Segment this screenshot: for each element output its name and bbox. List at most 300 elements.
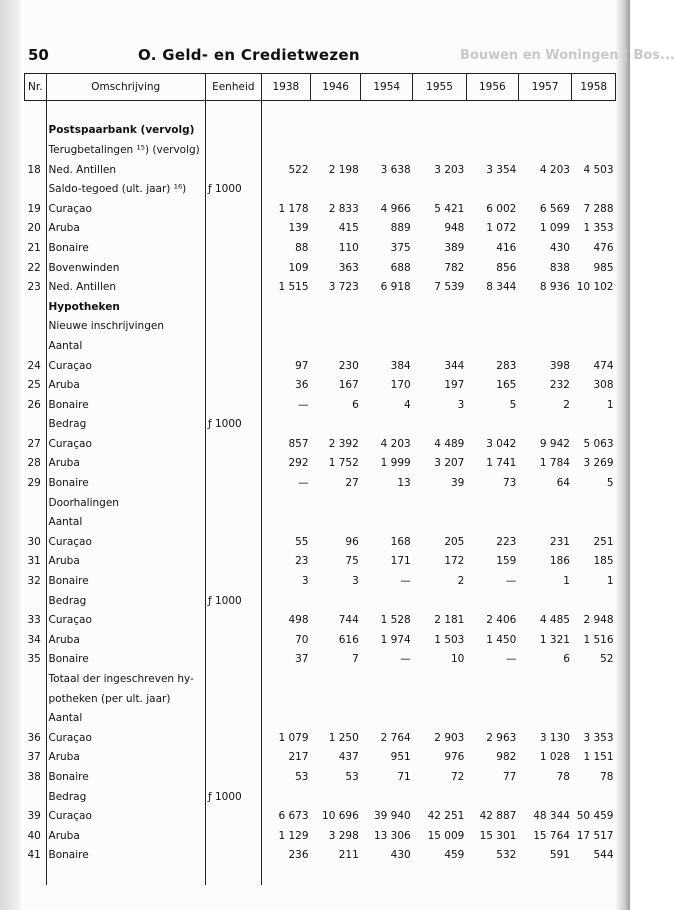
cell-value: 2 bbox=[457, 575, 465, 588]
cell-value: 308 bbox=[593, 379, 614, 392]
cell-value: 4 bbox=[404, 398, 411, 411]
row-unit bbox=[205, 219, 261, 239]
cell-value: 232 bbox=[549, 379, 570, 392]
cell-value bbox=[413, 708, 467, 728]
cell-value bbox=[361, 297, 413, 317]
cell-value: 15 009 bbox=[427, 829, 465, 842]
table-row bbox=[25, 336, 616, 356]
cell-value bbox=[518, 493, 572, 513]
cell-value bbox=[572, 669, 616, 689]
column-header: 1957 bbox=[518, 74, 572, 101]
cell-value: 6 bbox=[563, 653, 570, 666]
cell-value bbox=[361, 317, 413, 337]
table-row bbox=[25, 356, 616, 376]
cell-value: 1 516 bbox=[583, 633, 614, 646]
cell-value: — bbox=[400, 653, 411, 666]
cell-value bbox=[361, 787, 413, 807]
cell-value: 6 918 bbox=[380, 281, 411, 294]
cell-value: 3 354 bbox=[486, 163, 517, 176]
cell-value: 459 bbox=[444, 849, 465, 862]
cell-value: 96 bbox=[345, 535, 359, 548]
cell-value: 10 696 bbox=[322, 810, 359, 823]
cell-value: 15 301 bbox=[479, 829, 517, 842]
cell-value: 3 130 bbox=[539, 731, 570, 744]
row-label: Curaçao bbox=[46, 199, 205, 219]
cell-value bbox=[361, 669, 413, 689]
cell-value bbox=[466, 121, 518, 141]
cell-value: 77 bbox=[502, 770, 517, 783]
table-row bbox=[25, 415, 616, 435]
scan-right-edge bbox=[616, 0, 630, 910]
cell-value bbox=[413, 669, 467, 689]
table-row bbox=[25, 454, 616, 474]
cell-value bbox=[466, 317, 518, 337]
cell-value bbox=[518, 415, 572, 435]
cell-value bbox=[466, 297, 518, 317]
cell-value bbox=[261, 336, 310, 356]
cell-value: 1 151 bbox=[583, 751, 614, 764]
row-number: 27 bbox=[25, 434, 47, 454]
cell-value: 53 bbox=[345, 770, 359, 783]
cell-value: 42 887 bbox=[479, 810, 517, 823]
row-label: Curaçao bbox=[46, 434, 205, 454]
cell-value: 416 bbox=[496, 241, 517, 254]
row-unit bbox=[205, 199, 261, 219]
cell-value bbox=[572, 179, 616, 199]
row-number: 22 bbox=[25, 258, 47, 278]
cell-value: 1 999 bbox=[380, 457, 411, 470]
table-row bbox=[25, 806, 616, 826]
cell-value: 231 bbox=[549, 535, 570, 548]
row-unit bbox=[205, 473, 261, 493]
row-label: Ned. Antillen bbox=[46, 277, 205, 297]
cell-value: 197 bbox=[444, 379, 465, 392]
cell-value: 185 bbox=[593, 555, 614, 568]
cell-value: 6 569 bbox=[539, 202, 570, 215]
row-unit bbox=[205, 160, 261, 180]
row-label: Totaal der ingeschreven hy- bbox=[46, 669, 205, 689]
cell-value: 1 784 bbox=[539, 457, 570, 470]
cell-value bbox=[311, 591, 361, 611]
cell-value bbox=[466, 669, 518, 689]
cell-value: 72 bbox=[450, 770, 465, 783]
row-label: Curaçao bbox=[46, 610, 205, 630]
cell-value: 23 bbox=[295, 555, 309, 568]
row-label: Aantal bbox=[46, 708, 205, 728]
row-label: Bonaire bbox=[46, 473, 205, 493]
table-row bbox=[25, 846, 616, 866]
cell-value: 36 bbox=[295, 379, 309, 392]
row-unit bbox=[205, 846, 261, 866]
cell-value: 430 bbox=[390, 849, 411, 862]
cell-value bbox=[311, 179, 361, 199]
cell-value: 6 bbox=[352, 398, 359, 411]
cell-value bbox=[413, 297, 467, 317]
row-number bbox=[25, 121, 47, 141]
row-unit bbox=[205, 356, 261, 376]
cell-value: 985 bbox=[593, 261, 614, 274]
cell-value: 109 bbox=[288, 261, 309, 274]
cell-value: 4 503 bbox=[583, 163, 614, 176]
cell-value: 8 936 bbox=[539, 281, 570, 294]
row-label: Curaçao bbox=[46, 806, 205, 826]
cell-value: 375 bbox=[390, 241, 411, 254]
cell-value bbox=[261, 179, 310, 199]
row-unit bbox=[205, 140, 261, 160]
cell-value: 1 250 bbox=[328, 731, 359, 744]
row-unit bbox=[205, 277, 261, 297]
cell-value: 4 203 bbox=[380, 437, 411, 450]
cell-value: 53 bbox=[295, 770, 309, 783]
cell-value: 3 269 bbox=[583, 457, 614, 470]
cell-value: 3 bbox=[352, 575, 359, 588]
cell-value: 97 bbox=[295, 359, 309, 372]
column-header: 1938 bbox=[261, 74, 310, 101]
row-number: 41 bbox=[25, 846, 47, 866]
cell-value: 591 bbox=[549, 849, 570, 862]
cell-value: 4 485 bbox=[539, 614, 570, 627]
cell-value bbox=[413, 317, 467, 337]
cell-value: 430 bbox=[549, 241, 570, 254]
cell-value bbox=[261, 415, 310, 435]
cell-value: 384 bbox=[390, 359, 411, 372]
cell-value: 13 306 bbox=[373, 829, 411, 842]
table-row bbox=[25, 610, 616, 630]
cell-value: 283 bbox=[496, 359, 517, 372]
cell-value: 223 bbox=[496, 535, 517, 548]
cell-value bbox=[466, 415, 518, 435]
cell-value bbox=[466, 493, 518, 513]
cell-value bbox=[572, 297, 616, 317]
row-unit bbox=[205, 121, 261, 141]
row-number: 36 bbox=[25, 728, 47, 748]
page-title: O. Geld- en Credietwezen bbox=[138, 46, 360, 64]
cell-value: 344 bbox=[444, 359, 465, 372]
cell-value bbox=[261, 591, 310, 611]
cell-value bbox=[518, 591, 572, 611]
row-unit bbox=[205, 571, 261, 591]
scan-left-edge bbox=[0, 0, 22, 910]
filler-row bbox=[25, 865, 616, 885]
row-number bbox=[25, 140, 47, 160]
cell-value bbox=[413, 591, 467, 611]
row-number: 40 bbox=[25, 826, 47, 846]
cell-value: 1 353 bbox=[583, 222, 614, 235]
cell-value: 522 bbox=[288, 163, 309, 176]
row-number bbox=[25, 591, 47, 611]
cell-value: — bbox=[298, 398, 309, 411]
cell-value: 1 515 bbox=[278, 281, 309, 294]
cell-value: 8 344 bbox=[486, 281, 517, 294]
row-label: Aruba bbox=[46, 552, 205, 572]
table-row bbox=[25, 277, 616, 297]
cell-value bbox=[311, 493, 361, 513]
cell-value: 782 bbox=[444, 261, 465, 274]
table-row bbox=[25, 375, 616, 395]
row-number bbox=[25, 179, 47, 199]
table-row bbox=[25, 748, 616, 768]
row-number bbox=[25, 689, 47, 709]
row-number: 34 bbox=[25, 630, 47, 650]
cell-value: 1 129 bbox=[278, 829, 309, 842]
cell-value bbox=[518, 708, 572, 728]
cell-value bbox=[572, 708, 616, 728]
cell-value bbox=[311, 689, 361, 709]
cell-value: 168 bbox=[390, 535, 411, 548]
cell-value: 3 203 bbox=[434, 163, 465, 176]
row-label: Doorhalingen bbox=[46, 493, 205, 513]
cell-value: 230 bbox=[338, 359, 359, 372]
bleed-through-text: Bouwen en Woningen ( Bos... bbox=[460, 48, 675, 63]
cell-value bbox=[361, 179, 413, 199]
cell-value: 73 bbox=[502, 477, 517, 490]
row-label: Bonaire bbox=[46, 846, 205, 866]
row-number: 29 bbox=[25, 473, 47, 493]
cell-value bbox=[361, 512, 413, 532]
cell-value bbox=[361, 493, 413, 513]
row-number bbox=[25, 317, 47, 337]
cell-value bbox=[466, 512, 518, 532]
row-label: Bovenwinden bbox=[46, 258, 205, 278]
cell-value: 42 251 bbox=[427, 810, 465, 823]
cell-value: 3 042 bbox=[486, 437, 517, 450]
row-unit bbox=[205, 297, 261, 317]
cell-value: 2 903 bbox=[434, 731, 465, 744]
table-row bbox=[25, 160, 616, 180]
row-number: 32 bbox=[25, 571, 47, 591]
row-label: Aruba bbox=[46, 219, 205, 239]
row-number: 38 bbox=[25, 767, 47, 787]
table-row bbox=[25, 650, 616, 670]
table-row bbox=[25, 512, 616, 532]
cell-value bbox=[311, 297, 361, 317]
cell-value: 838 bbox=[549, 261, 570, 274]
cell-value: 688 bbox=[390, 261, 411, 274]
row-label: Curaçao bbox=[46, 532, 205, 552]
cell-value: 3 207 bbox=[434, 457, 465, 470]
cell-value bbox=[261, 708, 310, 728]
cell-value bbox=[311, 787, 361, 807]
row-label: potheken (per ult. jaar) bbox=[46, 689, 205, 709]
cell-value bbox=[413, 336, 467, 356]
cell-value bbox=[361, 689, 413, 709]
row-number bbox=[25, 415, 47, 435]
cell-value: 474 bbox=[593, 359, 614, 372]
row-label: Hypotheken bbox=[46, 297, 205, 317]
row-number bbox=[25, 787, 47, 807]
row-unit bbox=[205, 689, 261, 709]
row-label: Aruba bbox=[46, 454, 205, 474]
cell-value bbox=[413, 140, 467, 160]
row-unit bbox=[205, 826, 261, 846]
row-unit bbox=[205, 748, 261, 768]
row-number: 19 bbox=[25, 199, 47, 219]
cell-value: 1 bbox=[563, 575, 570, 588]
cell-value: 52 bbox=[600, 653, 614, 666]
cell-value bbox=[466, 591, 518, 611]
row-unit bbox=[205, 767, 261, 787]
cell-value: 172 bbox=[444, 555, 465, 568]
cell-value: 982 bbox=[496, 751, 517, 764]
cell-value bbox=[361, 121, 413, 141]
cell-value: 13 bbox=[397, 477, 411, 490]
cell-value: 205 bbox=[444, 535, 465, 548]
cell-value bbox=[413, 121, 467, 141]
cell-value: — bbox=[505, 575, 517, 588]
table-row bbox=[25, 689, 616, 709]
table-row bbox=[25, 787, 616, 807]
table-row bbox=[25, 826, 616, 846]
cell-value bbox=[518, 669, 572, 689]
cell-value bbox=[413, 179, 467, 199]
row-label: Aantal bbox=[46, 336, 205, 356]
row-unit bbox=[205, 512, 261, 532]
cell-value: 70 bbox=[295, 633, 309, 646]
row-unit bbox=[205, 434, 261, 454]
cell-value: 75 bbox=[345, 555, 359, 568]
table-row bbox=[25, 317, 616, 337]
cell-value bbox=[466, 179, 518, 199]
row-label: Aruba bbox=[46, 748, 205, 768]
row-unit bbox=[205, 454, 261, 474]
cell-value: 532 bbox=[496, 849, 517, 862]
cell-value bbox=[311, 669, 361, 689]
cell-value: 139 bbox=[288, 222, 309, 235]
cell-value bbox=[413, 689, 467, 709]
cell-value: 3 638 bbox=[380, 163, 411, 176]
cell-value: 171 bbox=[390, 555, 411, 568]
statistics-table bbox=[24, 73, 616, 885]
cell-value: 2 963 bbox=[486, 731, 517, 744]
row-label: Postspaarbank (vervolg) bbox=[46, 121, 205, 141]
cell-value bbox=[518, 317, 572, 337]
row-unit: ƒ 1000 bbox=[205, 787, 261, 807]
cell-value bbox=[361, 591, 413, 611]
cell-value: 5 421 bbox=[434, 202, 465, 215]
cell-value bbox=[466, 689, 518, 709]
cell-value: 856 bbox=[496, 261, 517, 274]
cell-value bbox=[572, 591, 616, 611]
row-label: Terugbetalingen ¹⁵) (vervolg) bbox=[46, 140, 205, 160]
row-number: 33 bbox=[25, 610, 47, 630]
cell-value: 5 bbox=[606, 477, 614, 490]
cell-value: 5 063 bbox=[583, 437, 614, 450]
table-row bbox=[25, 140, 616, 160]
row-number: 18 bbox=[25, 160, 47, 180]
page-number: 50 bbox=[28, 46, 49, 64]
row-label: Nieuwe inschrijvingen bbox=[46, 317, 205, 337]
cell-value bbox=[518, 179, 572, 199]
cell-value: 5 bbox=[509, 398, 517, 411]
row-number: 35 bbox=[25, 650, 47, 670]
cell-value: 186 bbox=[549, 555, 570, 568]
table-header-row bbox=[25, 74, 616, 101]
cell-value: 744 bbox=[338, 614, 359, 627]
cell-value bbox=[261, 787, 310, 807]
cell-value: 1 450 bbox=[486, 633, 517, 646]
row-label: Ned. Antillen bbox=[46, 160, 205, 180]
cell-value bbox=[466, 708, 518, 728]
cell-value: 2 406 bbox=[486, 614, 517, 627]
cell-value: 165 bbox=[496, 379, 517, 392]
table-row bbox=[25, 258, 616, 278]
cell-value bbox=[572, 121, 616, 141]
row-unit: ƒ 1000 bbox=[205, 415, 261, 435]
row-unit bbox=[205, 806, 261, 826]
cell-value bbox=[466, 140, 518, 160]
cell-value: 78 bbox=[556, 770, 570, 783]
row-label: Curaçao bbox=[46, 728, 205, 748]
row-label: Aruba bbox=[46, 375, 205, 395]
column-header: Omschrijving bbox=[46, 74, 205, 101]
cell-value bbox=[311, 121, 361, 141]
cell-value bbox=[413, 787, 467, 807]
cell-value: 167 bbox=[338, 379, 359, 392]
cell-value: 2 392 bbox=[328, 437, 359, 450]
row-number bbox=[25, 708, 47, 728]
table-row bbox=[25, 552, 616, 572]
cell-value: 2 181 bbox=[434, 614, 465, 627]
row-unit bbox=[205, 493, 261, 513]
cell-value: 2 833 bbox=[328, 202, 359, 215]
cell-value bbox=[518, 336, 572, 356]
cell-value bbox=[518, 297, 572, 317]
table-row bbox=[25, 238, 616, 258]
cell-value bbox=[572, 140, 616, 160]
row-unit bbox=[205, 258, 261, 278]
table-row bbox=[25, 728, 616, 748]
row-unit bbox=[205, 708, 261, 728]
column-header: 1946 bbox=[311, 74, 361, 101]
row-unit bbox=[205, 375, 261, 395]
cell-value: 498 bbox=[288, 614, 309, 627]
cell-value bbox=[572, 689, 616, 709]
row-number: 20 bbox=[25, 219, 47, 239]
cell-value: 1 028 bbox=[539, 751, 570, 764]
cell-value bbox=[311, 317, 361, 337]
table-row bbox=[25, 219, 616, 239]
row-label: Bonaire bbox=[46, 571, 205, 591]
cell-value bbox=[261, 317, 310, 337]
cell-value: 1 079 bbox=[278, 731, 309, 744]
cell-value: 17 517 bbox=[576, 829, 614, 842]
column-header: 1956 bbox=[466, 74, 518, 101]
cell-value bbox=[572, 415, 616, 435]
cell-value: 9 942 bbox=[539, 437, 570, 450]
cell-value bbox=[361, 415, 413, 435]
table-body bbox=[25, 101, 616, 885]
cell-value: 544 bbox=[593, 849, 614, 862]
cell-value bbox=[572, 512, 616, 532]
cell-value: 2 764 bbox=[380, 731, 411, 744]
cell-value bbox=[572, 787, 616, 807]
cell-value: 398 bbox=[549, 359, 570, 372]
cell-value bbox=[261, 493, 310, 513]
cell-value: 4 966 bbox=[380, 202, 411, 215]
cell-value bbox=[361, 140, 413, 160]
cell-value bbox=[261, 689, 310, 709]
table-row bbox=[25, 199, 616, 219]
cell-value bbox=[361, 708, 413, 728]
spacer-row bbox=[25, 101, 616, 121]
row-number: 30 bbox=[25, 532, 47, 552]
row-number: 25 bbox=[25, 375, 47, 395]
cell-value bbox=[572, 493, 616, 513]
cell-value: 1 099 bbox=[539, 222, 570, 235]
cell-value: 7 288 bbox=[583, 202, 614, 215]
cell-value: 889 bbox=[390, 222, 411, 235]
cell-value: 6 673 bbox=[278, 810, 309, 823]
